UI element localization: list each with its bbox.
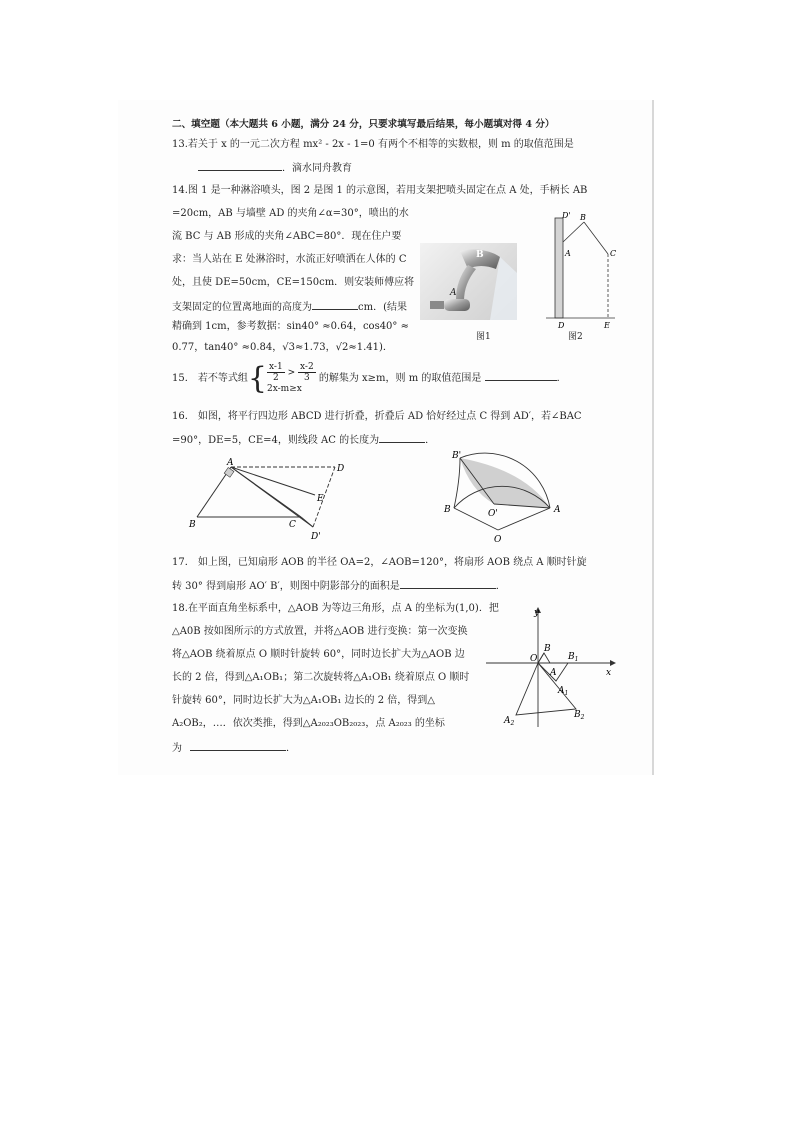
q17-sector-figure: [440, 450, 570, 545]
q18-origin: O: [530, 654, 538, 664]
q15-answer-blank[interactable]: [485, 370, 557, 381]
q13-answer-blank[interactable]: [198, 160, 282, 171]
q16-point-dprime: D': [311, 532, 321, 542]
inequality-2: 2x-m≥x: [267, 384, 302, 394]
q16-parallelogram-figure: [185, 455, 355, 545]
fig2-schematic: [540, 210, 620, 340]
frac-right: $\frac{x-2}{3}$: [299, 362, 314, 383]
q18-point-a1: $A_1$: [558, 686, 569, 697]
fig1-caption: 图1: [476, 332, 491, 342]
q17-point-bprime: B': [452, 451, 462, 461]
inequality-system-brace: {: [247, 360, 267, 396]
q13-line1: 13.若关于 x 的一元二次方程 mx² - 2x - 1=0 有两个不相等的实数根，则 m 的取值范围是: [172, 139, 574, 150]
fig2-point-c: C: [610, 249, 617, 258]
inequality-system: [267, 362, 316, 395]
inequality-1: $\frac{x-1}{2}$ > $\frac{x-2}{3}$: [269, 362, 314, 383]
q18-line5: 针旋转 60°，同时边长扩大为△A₁OB₁ 边长的 2 倍，得到△: [172, 695, 435, 706]
q17-line1: 17． 如上图，已知扇形 AOB 的半径 OA=2，∠AOB=120°，将扇形 AOB 绕点 A 顺时针旋: [172, 557, 587, 568]
q14-line6: [172, 299, 407, 315]
q13-after-blank: ．滴水同舟教育: [282, 163, 352, 174]
q14-line4: 求：当人站在 E 处淋浴时，水流正好喷洒在人体的 C: [172, 254, 407, 265]
q18-point-a2: $A_2$: [504, 716, 515, 727]
q14-line6-unit: cm．(结果: [358, 302, 407, 313]
q17-answer-blank[interactable]: [400, 578, 496, 589]
q14-line6-text: 支架固定的位置离地面的高度为: [172, 302, 312, 313]
q18-axis-y: y: [534, 608, 540, 618]
fig2-point-b: B: [580, 213, 586, 222]
fig2-caption: 图2: [568, 332, 583, 342]
q16-point-e: E: [317, 494, 324, 504]
q17-point-oprime: O': [488, 509, 498, 519]
fig2-point-dprime: D': [562, 211, 571, 220]
q16-point-a: A: [227, 458, 234, 468]
q17-line2-text: 转 30° 得到扇形 AO′ B′，则图中阴影部分的面积是: [172, 581, 400, 592]
q18-line1: 18.在平面直角坐标系中，△AOB 为等边三角形，点 A 的坐标为(1,0)．把: [172, 603, 499, 614]
q16-point-d: D: [337, 464, 345, 474]
shower-head-icon: [420, 243, 517, 320]
fig2-point-d: D: [558, 321, 565, 330]
q16-line2: [172, 432, 435, 448]
section-heading: 二、填空题（本大题共 6 小题，满分 24 分，只要求填写最后结果，每小题填对得 4 分）: [172, 119, 555, 130]
q17-point-b: B: [444, 505, 451, 515]
q18-axis-x: x: [606, 668, 612, 678]
q18-line4: 长的 2 倍，得到△A₁OB₁；第二次旋转将△A₁OB₁ 绕着原点 O 顺时: [172, 672, 470, 683]
fig1-point-b: B: [476, 250, 484, 260]
q14-answer-blank[interactable]: [312, 299, 358, 310]
q18-line7: [172, 740, 296, 756]
q18-line3: 将△AOB 绕着原点 O 顺时针旋转 60°，同时边长扩大为△AOB 边: [172, 649, 465, 660]
fig1-point-a: A: [450, 288, 457, 298]
q18-line7-end: ．: [286, 743, 296, 754]
q16-point-c: C: [289, 520, 296, 530]
q15-end: ．: [556, 373, 567, 384]
q18-coordinate-figure: [482, 605, 617, 730]
q18-answer-blank[interactable]: [190, 740, 286, 751]
q16-line1: 16． 如图，将平行四边形 ABCD 进行折叠，折叠后 AD 恰好经过点 C 得到 AD′，若∠BAC: [172, 411, 582, 422]
q16-point-b: B: [189, 520, 196, 530]
page-edge-shadow: [652, 100, 654, 775]
q18-line6: A₂OB₂，…．依次类推，得到△A₂₀₂₃OB₂₀₂₃，点 A₂₀₂₃ 的坐标: [172, 718, 445, 729]
shower-photo-figure: [420, 243, 517, 320]
frac-left: $\frac{x-1}{2}$: [269, 362, 283, 383]
q17-point-a: A: [554, 505, 561, 515]
q14-line3: 流 BC 与 AB 形成的夹角∠ABC=80°．现在住户要: [172, 231, 402, 242]
q15-prefix: 15． 若不等式组: [172, 373, 248, 384]
q15-line: [172, 358, 567, 400]
fig2-point-e: E: [604, 321, 610, 330]
q14-line8: 0.77，tan40° ≈0.84，√3≈1.73，√2≈1.41)．: [172, 342, 393, 353]
q16-answer-blank[interactable]: [379, 432, 425, 443]
q13-line2: [198, 160, 352, 176]
q18-point-b: B: [544, 644, 551, 654]
q15-suffix: 的解集为 x≥m，则 m 的取值范围是: [318, 373, 482, 384]
fig2-point-a: A: [565, 249, 571, 258]
q16-line2-end: ．: [425, 435, 436, 446]
q18-line7-text: 为: [172, 743, 182, 754]
q18-point-b2: $B_2$: [574, 710, 585, 721]
q14-line1: 14.图 1 是一种淋浴喷头，图 2 是图 1 的示意图，若用支架把喷头固定在点 A 处，手柄长 AB: [172, 185, 588, 196]
q18-point-a: A: [550, 668, 557, 678]
q17-line2: [172, 578, 506, 594]
q17-line2-end: ．: [495, 581, 506, 592]
q18-point-b1: $B_1$: [568, 652, 579, 663]
q16-line2-text: =90°，DE=5，CE=4，则线段 AC 的长度为: [172, 435, 380, 446]
q14-line5: 处，且使 DE=50cm，CE=150cm．则安装师傅应将: [172, 277, 415, 288]
q14-line2: =20cm，AB 与墙壁 AD 的夹角∠α=30°，喷出的水: [172, 208, 409, 219]
q14-line7: 精确到 1cm，参考数据：sin40° ≈0.64，cos40° ≈: [172, 321, 409, 332]
q18-line2: △A0B 按如图所示的方式放置，并将△AOB 进行变换：第一次变换: [172, 626, 468, 637]
q17-point-o: O: [494, 535, 502, 545]
